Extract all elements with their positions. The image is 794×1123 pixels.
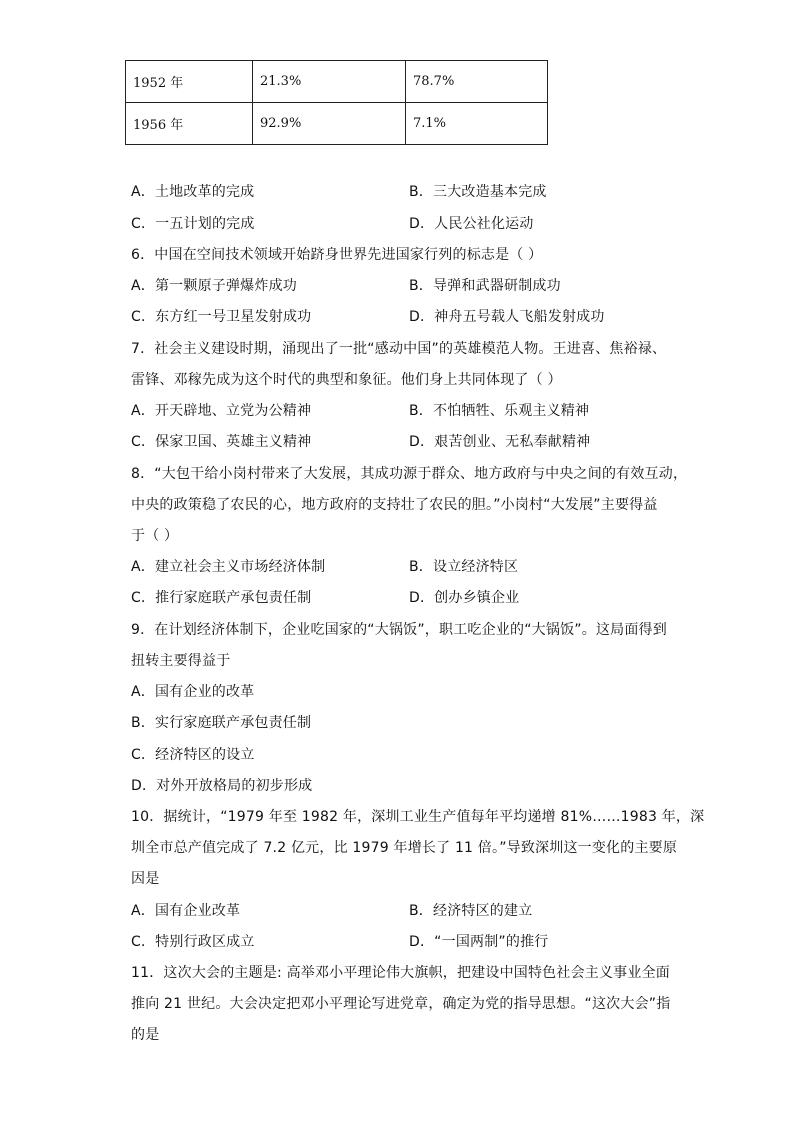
table-cell: 21.3% bbox=[253, 61, 406, 103]
table-cell: 78.7% bbox=[406, 61, 548, 103]
table-cell: 92.9% bbox=[253, 103, 406, 145]
table-row bbox=[126, 61, 548, 103]
q7-option-b: B．不怕牺牲、乐观主义精神 bbox=[409, 403, 590, 419]
statistics-table bbox=[125, 60, 548, 145]
q7-stem-line1: 7．社会主义建设时期，涌现出了一批“感动中国”的英雄模范人物。王进喜、焦裕禄、 bbox=[131, 341, 667, 357]
q8-stem-line3: 于（ ） bbox=[131, 528, 179, 544]
q5-option-b: B．三大改造基本完成 bbox=[409, 184, 547, 200]
q10-stem-line3: 因是 bbox=[131, 871, 160, 887]
q8-option-d: D．创办乡镇企业 bbox=[409, 590, 520, 606]
q10-option-b: B．经济特区的建立 bbox=[409, 903, 533, 919]
q6-option-d: D．神舟五号载人飞船发射成功 bbox=[409, 309, 605, 325]
q6-option-b: B．导弹和武器研制成功 bbox=[409, 278, 561, 294]
q8-option-b: B．设立经济特区 bbox=[409, 559, 519, 575]
q8-stem-line2: 中央的政策稳了农民的心，地方政府的支持壮了农民的胆。”小岗村“大发展”主要得益 bbox=[131, 497, 658, 513]
q5-option-c: C．一五计划的完成 bbox=[131, 216, 255, 232]
table-cell: 1952 年 bbox=[126, 61, 253, 103]
q10-stem-line2: 圳全市总产值完成了 7.2 亿元，比 1979 年增长了 11 倍。”导致深圳这一变化的主要原 bbox=[131, 840, 678, 856]
q10-option-a: A．国有企业改革 bbox=[131, 903, 241, 919]
q9-option-b: B．实行家庭联产承包责任制 bbox=[131, 715, 312, 731]
q7-option-d: D．艰苦创业、无私奉献精神 bbox=[409, 434, 591, 450]
q7-stem-line2: 雷锋、邓稼先成为这个时代的典型和象征。他们身上共同体现了（ ） bbox=[131, 372, 562, 388]
q5-option-a: A．土地改革的完成 bbox=[131, 184, 255, 200]
q11-stem-line1: 11．这次大会的主题是: 高举邓小平理论伟大旗帜，把建设中国特色社会主义事业全面 bbox=[131, 965, 670, 981]
q8-stem-line1: 8．“大包干给小岗村带来了大发展，其成功源于群众、地方政府与中央之间的有效互动， bbox=[131, 466, 688, 482]
q7-option-a: A．开天辟地、立党为公精神 bbox=[131, 403, 312, 419]
q9-stem-line2: 扭转主要得益于 bbox=[131, 653, 231, 669]
q6-option-c: C．东方红一号卫星发射成功 bbox=[131, 309, 312, 325]
q10-option-c: C．特别行政区成立 bbox=[131, 934, 255, 950]
q5-option-d: D．人民公社化运动 bbox=[409, 216, 534, 232]
q6-stem: 6．中国在空间技术领域开始跻身世界先进国家行列的标志是（ ） bbox=[131, 247, 543, 263]
q10-stem-line1: 10．据统计，“1979 年至 1982 年，深圳工业生产值每年平均递增 81%……1983 年，深 bbox=[131, 809, 705, 825]
table-cell: 7.1% bbox=[406, 103, 548, 145]
q8-option-c: C．推行家庭联产承包责任制 bbox=[131, 590, 312, 606]
q9-option-c: C．经济特区的设立 bbox=[131, 747, 255, 763]
q11-stem-line2: 推向 21 世纪。大会决定把邓小平理论写进党章，确定为党的指导思想。“这次大会”指 bbox=[131, 996, 671, 1012]
q10-option-d: D．“一国两制”的推行 bbox=[409, 934, 549, 950]
q9-stem-line1: 9．在计划经济体制下，企业吃国家的“大锅饭”，职工吃企业的“大锅饭”。这局面得到 bbox=[131, 622, 667, 638]
table-cell: 1956 年 bbox=[126, 103, 253, 145]
table-row bbox=[126, 103, 548, 145]
q6-option-a: A．第一颗原子弹爆炸成功 bbox=[131, 278, 297, 294]
q9-option-a: A．国有企业的改革 bbox=[131, 684, 255, 700]
q7-option-c: C．保家卫国、英雄主义精神 bbox=[131, 434, 312, 450]
q9-option-d: D．对外开放格局的初步形成 bbox=[131, 778, 313, 794]
q8-option-a: A．建立社会主义市场经济体制 bbox=[131, 559, 326, 575]
q11-stem-line3: 的是 bbox=[131, 1027, 160, 1043]
